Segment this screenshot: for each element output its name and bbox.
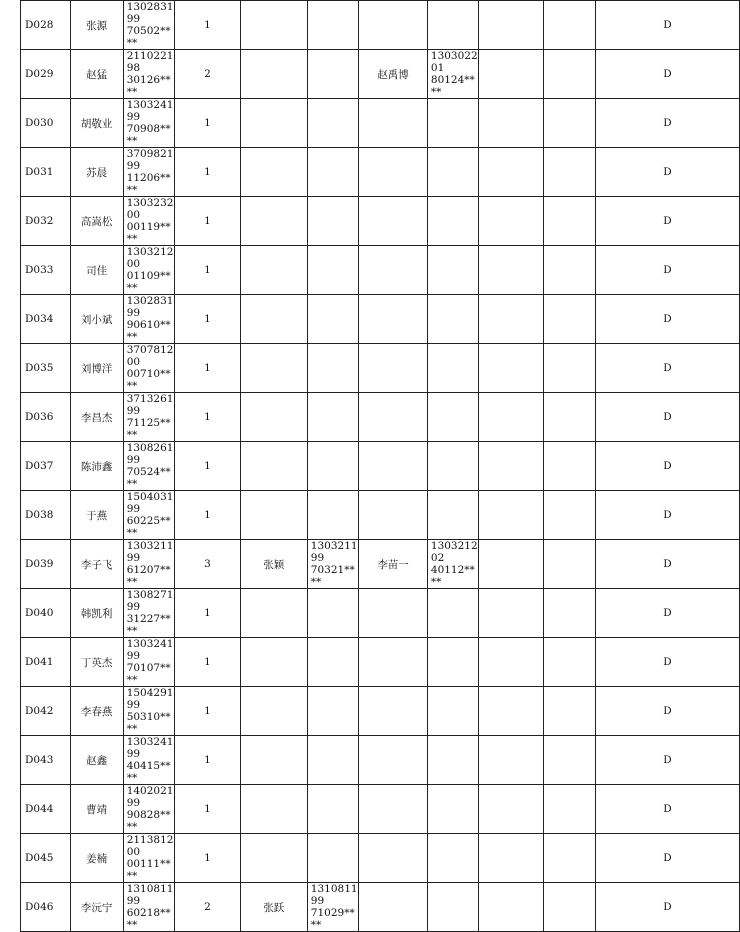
household-count: 1 [175,589,241,638]
row-code: D042 [21,687,71,736]
family-member-name [359,736,428,785]
family-member-id [427,883,478,932]
table-row [21,883,740,932]
family-member-name: 赵禹博 [359,50,428,99]
family-member-name [359,589,428,638]
family-member-name [359,883,428,932]
household-count: 1 [175,491,241,540]
family-member-id [427,1,478,50]
row-code: D032 [21,197,71,246]
family-member-id [427,99,478,148]
empty-cell [479,148,544,197]
row-code: D034 [21,295,71,344]
family-member-name [359,442,428,491]
member-id [307,197,358,246]
table-row [21,344,740,393]
applicant-id-part1: 370982199 [126,148,174,172]
applicant-id-part2: 60225**** [126,515,171,539]
row-code: D044 [21,785,71,834]
member-name: 张跃 [240,883,307,932]
household-count: 1 [175,344,241,393]
row-code: D043 [21,736,71,785]
applicant-id-part2: 70502**** [126,25,171,49]
family-member-id [427,393,478,442]
applicant-id-part2: 60218**** [126,907,171,931]
household-count: 3 [175,540,241,589]
applicant-id-part1: 150403199 [126,491,174,515]
table-row [21,687,740,736]
empty-cell [544,785,595,834]
empty-cell [544,246,595,295]
family-member-id [427,687,478,736]
table-row [21,834,740,883]
household-count: 1 [175,1,241,50]
household-count: 1 [175,99,241,148]
family-member-id [427,50,478,99]
member-name [240,491,307,540]
member-id [307,491,358,540]
applicant-id [123,834,174,883]
row-code: D031 [21,148,71,197]
family-member-id-part1: 130302201 [430,50,478,74]
applicant-id [123,295,174,344]
applicant-id-part1: 130321199 [126,540,174,564]
applicant-id-part2: 40415**** [126,760,171,784]
member-name [240,148,307,197]
applicant-id-part2: 00710**** [126,368,171,392]
applicant-id-part1: 130283199 [126,295,174,319]
row-code: D041 [21,638,71,687]
table-row [21,99,740,148]
row-code: D029 [21,50,71,99]
row-code: D036 [21,393,71,442]
member-name: 张颖 [240,540,307,589]
applicant-name: 丁英杰 [70,638,123,687]
member-id [307,99,358,148]
household-count: 2 [175,883,241,932]
empty-cell [544,393,595,442]
household-count: 1 [175,148,241,197]
empty-cell [544,834,595,883]
empty-cell [479,99,544,148]
row-code: D030 [21,99,71,148]
empty-cell [544,491,595,540]
applicant-id-part2: 90610**** [126,319,171,343]
household-count: 2 [175,50,241,99]
family-member-id [427,442,478,491]
applicant-id-part1: 371326199 [126,393,174,417]
empty-cell [544,1,595,50]
family-member-id [427,736,478,785]
applicant-id-part1: 131081199 [126,883,174,907]
empty-cell [544,50,595,99]
family-member-name [359,491,428,540]
empty-cell [479,883,544,932]
applicant-name: 高嵩松 [70,197,123,246]
empty-cell [544,736,595,785]
member-name [240,50,307,99]
applicant-id-part1: 150429199 [126,687,174,711]
family-member-id [427,148,478,197]
family-member-id [427,834,478,883]
applicant-id-part1: 211022198 [126,50,174,74]
family-member-name [359,393,428,442]
applicant-id [123,246,174,295]
household-count: 1 [175,638,241,687]
member-name [240,246,307,295]
grade: D [595,785,739,834]
applicant-id-part1: 370781200 [126,344,174,368]
empty-cell [544,589,595,638]
empty-cell [544,638,595,687]
empty-cell [544,883,595,932]
grade: D [595,393,739,442]
applicant-id-part2: 11206**** [126,172,171,196]
member-name [240,638,307,687]
empty-cell [479,246,544,295]
member-id [307,638,358,687]
empty-cell [479,295,544,344]
grade: D [595,442,739,491]
table-row [21,736,740,785]
grade: D [595,834,739,883]
applicant-id-part2: 50310**** [126,711,171,735]
row-code: D045 [21,834,71,883]
table-row [21,148,740,197]
applicant-name: 赵鑫 [70,736,123,785]
empty-cell [544,99,595,148]
applicant-id [123,638,174,687]
table-row [21,589,740,638]
applicant-id-part2: 01109**** [126,270,171,294]
table-row [21,197,740,246]
member-id [307,393,358,442]
member-name [240,295,307,344]
member-id-part2: 70321**** [310,564,355,588]
family-member-id [427,197,478,246]
applicant-name: 陈沛鑫 [70,442,123,491]
household-count: 1 [175,736,241,785]
empty-cell [479,834,544,883]
member-name [240,197,307,246]
applicant-id-part1: 130283199 [126,1,174,25]
empty-cell [544,344,595,393]
family-member-id [427,491,478,540]
empty-cell [479,50,544,99]
household-count: 1 [175,393,241,442]
applicant-id-part2: 70524**** [126,466,171,490]
empty-cell [479,491,544,540]
family-member-name [359,148,428,197]
applicant-name: 刘博洋 [70,344,123,393]
table-row [21,246,740,295]
empty-cell [544,148,595,197]
member-id [307,589,358,638]
applicant-id-part2: 30126**** [126,74,171,98]
table-row [21,540,740,589]
row-code: D038 [21,491,71,540]
table-row [21,393,740,442]
applicant-name: 刘小斌 [70,295,123,344]
member-name [240,442,307,491]
member-name [240,1,307,50]
member-id-part1: 130321199 [310,540,358,564]
row-code: D040 [21,589,71,638]
grade: D [595,99,739,148]
applicant-table [20,0,740,932]
member-name [240,834,307,883]
member-id [307,442,358,491]
applicant-id-part2: 31227**** [126,613,171,637]
applicant-id-part1: 130827199 [126,589,174,613]
member-id-part1: 131081199 [310,883,358,907]
applicant-id [123,1,174,50]
empty-cell [479,344,544,393]
family-member-name [359,99,428,148]
member-name [240,99,307,148]
table-row [21,785,740,834]
applicant-id-part2: 71125**** [126,417,171,441]
grade: D [595,295,739,344]
applicant-id-part2: 70908**** [126,123,171,147]
grade: D [595,148,739,197]
member-id [307,246,358,295]
grade: D [595,687,739,736]
applicant-name: 李昌杰 [70,393,123,442]
applicant-name: 司佳 [70,246,123,295]
family-member-id [427,785,478,834]
applicant-id-part2: 61207**** [126,564,171,588]
family-member-name [359,295,428,344]
family-member-id [427,589,478,638]
applicant-id-part2: 00111**** [126,858,171,882]
applicant-id-part2: 70107**** [126,662,171,686]
empty-cell [479,736,544,785]
family-member-name [359,246,428,295]
table-row [21,638,740,687]
applicant-id-part1: 130826199 [126,442,174,466]
family-member-id-part2: 40112**** [430,564,475,588]
applicant-name: 赵猛 [70,50,123,99]
table-row [21,50,740,99]
row-code: D039 [21,540,71,589]
applicant-name: 曹靖 [70,785,123,834]
empty-cell [479,540,544,589]
grade: D [595,197,739,246]
member-id [307,785,358,834]
applicant-name: 张源 [70,1,123,50]
member-id [307,736,358,785]
applicant-name: 于燕 [70,491,123,540]
applicant-id-part1: 130324199 [126,99,174,123]
applicant-id-part1: 130323200 [126,197,174,221]
table-row [21,442,740,491]
applicant-name: 李子飞 [70,540,123,589]
grade: D [595,491,739,540]
family-member-id [427,638,478,687]
member-id [307,687,358,736]
row-code: D028 [21,1,71,50]
member-id-part2: 71029**** [310,907,355,931]
applicant-id [123,540,174,589]
household-count: 1 [175,197,241,246]
applicant-id-part1: 140202199 [126,785,174,809]
member-name [240,393,307,442]
empty-cell [479,1,544,50]
household-count: 1 [175,246,241,295]
row-code: D046 [21,883,71,932]
family-member-id-part2: 80124**** [430,74,475,98]
family-member-id [427,344,478,393]
applicant-id-part1: 211381200 [126,834,174,858]
family-member-name [359,197,428,246]
empty-cell [479,687,544,736]
empty-cell [544,295,595,344]
row-code: D037 [21,442,71,491]
member-id [307,50,358,99]
applicant-id [123,99,174,148]
empty-cell [544,197,595,246]
applicant-id [123,197,174,246]
applicant-id-part2: 00119**** [126,221,171,245]
empty-cell [479,442,544,491]
grade: D [595,1,739,50]
member-name [240,589,307,638]
household-count: 1 [175,834,241,883]
applicant-name: 李沅宁 [70,883,123,932]
member-name [240,736,307,785]
applicant-id-part1: 130321200 [126,246,174,270]
grade: D [595,736,739,785]
family-member-name [359,785,428,834]
member-id [307,1,358,50]
empty-cell [544,687,595,736]
family-member-name: 李苗一 [359,540,428,589]
applicant-id [123,736,174,785]
member-id [307,148,358,197]
applicant-id-part1: 130324199 [126,736,174,760]
table-row [21,1,740,50]
family-member-name [359,834,428,883]
grade: D [595,638,739,687]
applicant-id [123,589,174,638]
family-member-id [427,540,478,589]
family-member-name [359,687,428,736]
member-id [307,834,358,883]
member-name [240,785,307,834]
applicant-name: 李春燕 [70,687,123,736]
grade: D [595,246,739,295]
empty-cell [544,540,595,589]
empty-cell [479,197,544,246]
applicant-id [123,687,174,736]
empty-cell [479,638,544,687]
member-id [307,883,358,932]
household-count: 1 [175,785,241,834]
family-member-name [359,344,428,393]
applicant-id [123,148,174,197]
household-count: 1 [175,442,241,491]
table-body [21,1,740,932]
grade: D [595,589,739,638]
applicant-id [123,344,174,393]
applicant-id [123,442,174,491]
empty-cell [479,589,544,638]
applicant-id [123,785,174,834]
grade: D [595,344,739,393]
member-name [240,687,307,736]
table-row [21,295,740,344]
family-member-id [427,295,478,344]
family-member-id [427,246,478,295]
applicant-id [123,883,174,932]
applicant-id [123,393,174,442]
empty-cell [544,442,595,491]
empty-cell [479,393,544,442]
row-code: D033 [21,246,71,295]
applicant-id-part1: 130324199 [126,638,174,662]
family-member-name [359,638,428,687]
applicant-name: 姜楠 [70,834,123,883]
family-member-name [359,1,428,50]
member-id [307,344,358,393]
applicant-name: 胡敬业 [70,99,123,148]
member-id [307,295,358,344]
grade: D [595,50,739,99]
applicant-name: 苏晨 [70,148,123,197]
table-row [21,491,740,540]
family-member-id-part1: 130321202 [430,540,478,564]
applicant-id [123,50,174,99]
row-code: D035 [21,344,71,393]
empty-cell [479,785,544,834]
household-count: 1 [175,687,241,736]
grade: D [595,540,739,589]
household-count: 1 [175,295,241,344]
member-id [307,540,358,589]
applicant-id [123,491,174,540]
member-name [240,344,307,393]
applicant-id-part2: 90828**** [126,809,171,833]
applicant-name: 韩凯利 [70,589,123,638]
grade: D [595,883,739,932]
